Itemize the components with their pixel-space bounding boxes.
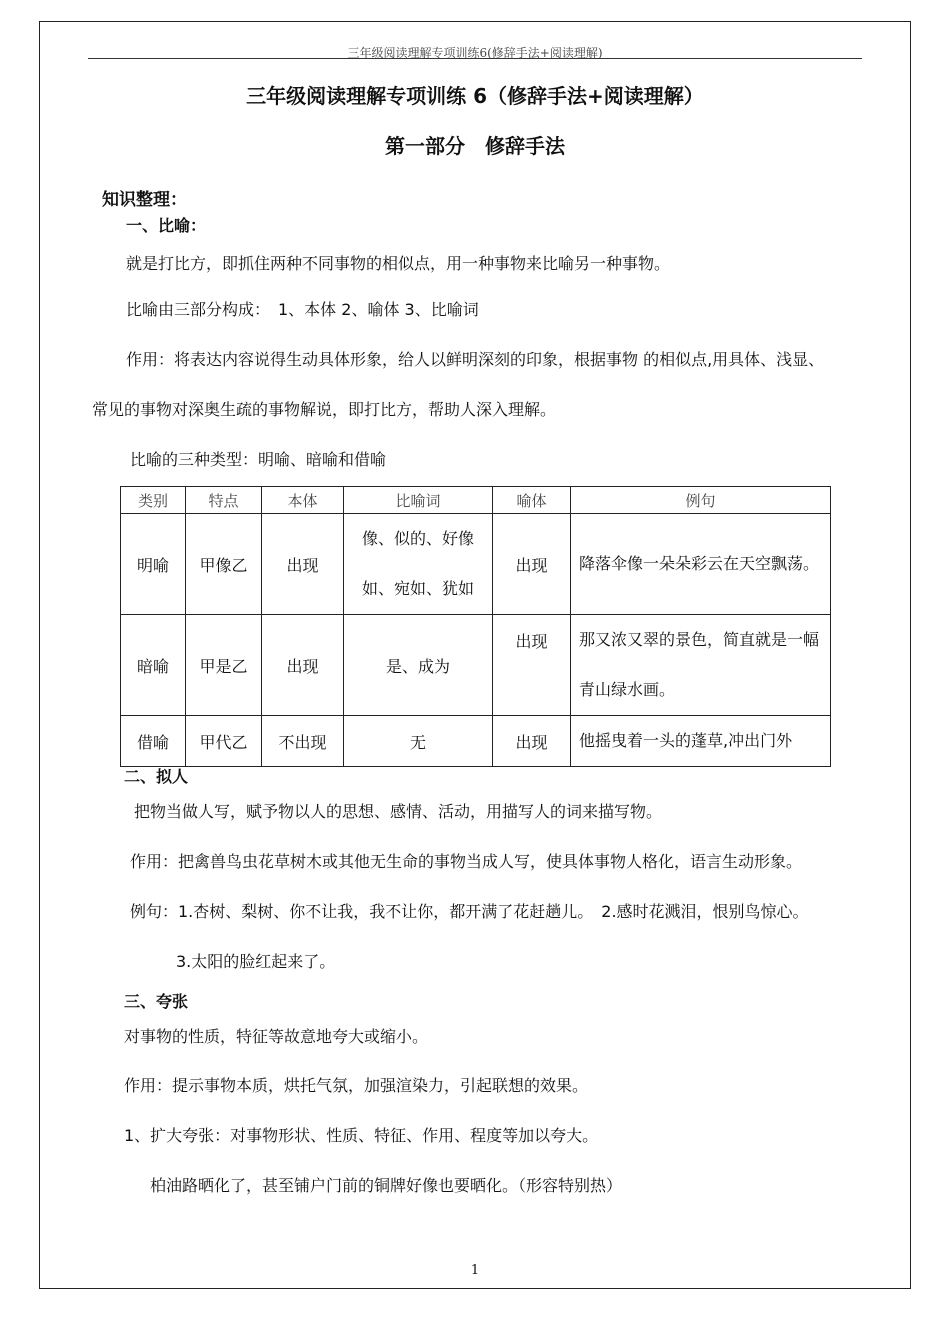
metaphor-word-cell: 是、成为 <box>344 615 493 716</box>
hyperbole-effect: 作用：提示事物本质，烘托气氛，加强渲染力，引起联想的效果。 <box>124 1076 589 1095</box>
metaphor-heading: 一、比喻： <box>126 216 207 235</box>
page-number: 1 <box>470 1263 480 1278</box>
document-title: 三年级阅读理解专项训练 6（修辞手法+阅读理解） <box>246 84 704 108</box>
metaphor-effect-line2: 常见的事物对深奥生疏的事物解说，即打比方，帮助人深入理解。 <box>92 400 557 419</box>
metaphor-effect-line1: 作用：将表达内容说得生动具体形象，给人以鲜明深刻的印象，根据事物 的相似点,用具体、浅显、 <box>126 350 825 369</box>
vehicle-cell: 出现 <box>493 615 571 716</box>
feature-cell: 甲像乙 <box>186 514 262 615</box>
example-line: 降落伞像一朵朵彩云在天空飘荡。 <box>579 554 820 573</box>
tenor-cell: 出现 <box>262 615 344 716</box>
metaphor-word-cell <box>344 514 493 615</box>
feature-cell: 甲代乙 <box>186 716 262 767</box>
running-header: 三年级阅读理解专项训练6(修辞手法+阅读理解) <box>347 46 603 60</box>
personification-heading: 二、拟人 <box>124 767 189 786</box>
table-row <box>121 615 831 716</box>
column-header: 喻体 <box>493 487 571 514</box>
personification-example-line1: 例句：1.杏树、梨树、你不让我，我不让你，都开满了花赶趟儿。 2.感时花溅泪，恨别鸟惊心。 <box>130 902 809 921</box>
example-line: 那又浓又翠的景色，简直就是一幅 <box>579 630 820 649</box>
personification-definition: 把物当做人写，赋予物以人的思想、感情、活动，用描写人的词来描写物。 <box>134 802 663 821</box>
metaphor-definition: 就是打比方，即抓住两种不同事物的相似点，用一种事物来比喻另一种事物。 <box>126 254 671 273</box>
tenor-cell: 不出现 <box>262 716 344 767</box>
example-line: 青山绿水画。 <box>579 680 676 699</box>
table-row <box>121 716 831 767</box>
metaphor-word-cell: 无 <box>344 716 493 767</box>
metaphor-types-table <box>120 486 831 767</box>
metaphor-types: 比喻的三种类型：明喻、暗喻和借喻 <box>130 450 387 469</box>
metaphor-parts: 比喻由三部分构成： 1、本体 2、喻体 3、比喻词 <box>126 300 479 319</box>
table-row <box>121 514 831 615</box>
column-header: 本体 <box>262 487 344 514</box>
vehicle-cell: 出现 <box>493 514 571 615</box>
tenor-cell: 出现 <box>262 514 344 615</box>
column-header: 类别 <box>121 487 186 514</box>
example-cell <box>571 716 831 767</box>
table-header-row <box>121 487 831 514</box>
column-header: 特点 <box>186 487 262 514</box>
metaphor-word-line: 像、似的、好像 <box>361 529 474 548</box>
personification-effect: 作用：把禽兽鸟虫花草树木或其他无生命的事物当成人写，使具体事物人格化，语言生动形象。 <box>130 852 803 871</box>
metaphor-word-line: 如、宛如、犹如 <box>361 579 474 598</box>
feature-cell: 甲是乙 <box>186 615 262 716</box>
knowledge-heading: 知识整理： <box>102 190 187 210</box>
hyperbole-example: 柏油路晒化了，甚至铺户门前的铜牌好像也要晒化。（形容特别热） <box>150 1176 623 1195</box>
part-title: 第一部分 修辞手法 <box>385 134 565 158</box>
category-cell: 明喻 <box>121 514 186 615</box>
column-header: 例句 <box>571 487 831 514</box>
category-cell: 借喻 <box>121 716 186 767</box>
hyperbole-type1: 1、扩大夸张：对事物形状、性质、特征、作用、程度等加以夸大。 <box>124 1126 599 1145</box>
vehicle-cell: 出现 <box>493 716 571 767</box>
header-rule <box>88 58 862 59</box>
example-cell <box>571 615 831 716</box>
personification-example-line2: 3.太阳的脸红起来了。 <box>176 952 336 971</box>
category-cell: 暗喻 <box>121 615 186 716</box>
example-line: 他摇曳着一头的蓬草,冲出门外 <box>579 731 793 750</box>
hyperbole-definition: 对事物的性质，特征等故意地夸大或缩小。 <box>124 1027 429 1046</box>
column-header: 比喻词 <box>344 487 493 514</box>
example-cell <box>571 514 831 615</box>
hyperbole-heading: 三、夸张 <box>124 992 189 1011</box>
